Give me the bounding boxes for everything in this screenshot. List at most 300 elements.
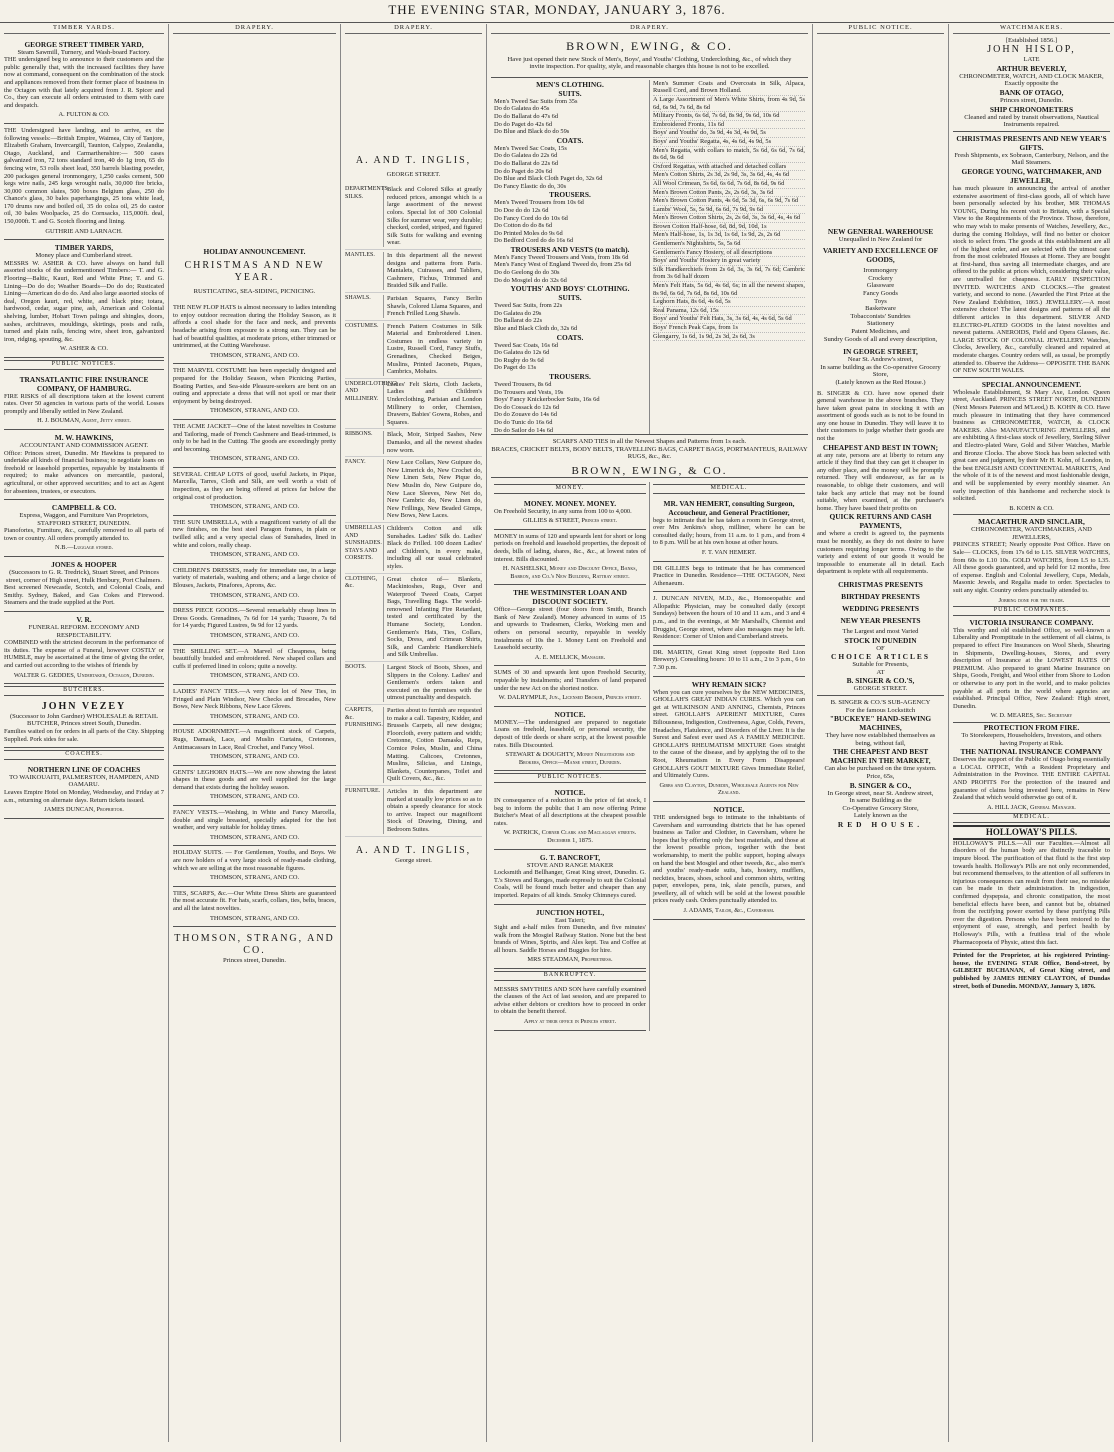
price-line: Do Cotton do do 8s 6d [494, 222, 553, 230]
price-line: Gentlemen's Nightshirts, 5s, 5s 6d [653, 240, 805, 249]
department-label: RIBBONS. [345, 431, 384, 454]
price-line: Men's Regatta, with collars to match, 5s 6d, 6s 6d, 7s 6d, 8s 6d, 9s 6d [653, 146, 805, 162]
advert-title: WHY REMAIN SICK? [691, 679, 767, 689]
price-list-subheading: SUITS. [558, 293, 582, 303]
paragraph-text: CHILDREN'S DRESSES, ready for immediate use, in a large variety of materials, washing and others; and a large choice of Blouses, Jackets, Pinafores, Aprons, &c. [173, 566, 336, 589]
presents-line: CHRISTMAS PRESENTS [838, 579, 923, 589]
bank-line: BANK OF OTAGO, [999, 87, 1064, 97]
paragraph-text: THE SUN UMBRELLA, with a magnificent variety of all the new finishes, on the best steel Paragon frames, in plain or twilled silk; and a very special class of Sunshades, lined in white and colors, really cheap. [173, 518, 336, 549]
rusticating-subtitle: RUSTICATING, SEA-SIDING, PICNICING. [193, 287, 316, 295]
advert-signature: W. PATRICK, Corner Clark and Maclaggan streets. December 1, 1875. [503, 829, 637, 844]
price-line: Do Paget do 13s [494, 364, 537, 372]
advert-signature: Apply at their office in Princes street. [523, 1018, 617, 1026]
paragraph-signature: THOMSON, STRANG, AND CO. [209, 874, 300, 882]
price-line: Do Galatea do 29s [494, 309, 542, 317]
advert-butcher [4, 698, 164, 748]
braces-line: BRACES, CRICKET BELTS, BODY BELTS, TRAVELLING BAGS, CARPET BAGS, PORTMANTEUS, RAILWAY RUGS, &c., &c. [491, 445, 808, 461]
department-text: Ladies' Felt Skirts, Cloth Jackets, Ladies and Children's Underclothing, Parisian and London Millinery to order, Chemises, Drawers, Babies' Gowns, Robes, and Squares. [387, 380, 482, 426]
advert-body: Best screened Newcastle, Scotch, and Colonial Coals, and Smithy. Sydney, Baked, and Gas Cokes and Firewood. Steamers and the trade supplied at the Port. [4, 584, 164, 607]
advert-body: Families waited on for orders in all parts of the City. Shipping Supplied. Pork sides for sale. [4, 727, 164, 743]
cheapest-heading: CHEAPEST AND BEST IN TOWN; [822, 442, 939, 452]
price-line: Boys' French Peak Caps, from 1s [653, 324, 805, 333]
christmas-title: CHRISTMAS AND NEW YEAR. [184, 259, 325, 283]
price-line: Do do Tunic do 16s 6d [494, 418, 553, 426]
advert-timber-1 [4, 124, 164, 240]
price-line: Do do Galatea do 22s 6d [494, 152, 558, 160]
price-list-subheading: TROUSERS. [549, 372, 591, 381]
price-line: Tweed Trousers, 8s 6d [494, 381, 552, 388]
advert-subtitle: East Taieri; [555, 916, 585, 924]
department-row [345, 705, 482, 786]
advert-signature: W. ASHER & CO. [60, 345, 108, 353]
holiday-announcement-title: HOLIDAY ANNOUNCEMENT. [203, 246, 306, 256]
warehouse-title: NEW GENERAL WAREHOUSE [827, 226, 934, 236]
advert-signature: MRS STEADMAN, Proprietress. [527, 956, 613, 964]
paragraph-signature: THOMSON, STRANG, AND CO. [209, 407, 300, 415]
price-line: Men's Summer Coats and Overcoats in Silk, Alpaca, Russell Cord, and Brown Holland. [653, 79, 805, 95]
advert-signature: W. DALRYMPLE, Jun., Licensed Broker, Princes street. [498, 694, 642, 702]
advert-body: THE Undersigned have landing, and to arrive, ex the following vessels:—British Empire, Waimea, City of Tanjore, Elizabeth Graham, Invercargill, Taunton, Calypso, Zealandia, Otago, Auckland, and Carmarthenshire:— 500 cases galvanized iron, 72 tons standard iron, 40 do 1g iron, 65 do fencing wire, 53 rolls sheet lead, 350 barrels blasting powder, 200 packages general ironmongery, 1,250 casks cement, 500 kegs wire nails, 245 kegs wrought nails, 30,000 fire bricks, 30,000 common slates, 500 boxes Belgium glass, 250 do Chance's glass, 30 bales paperhangings, 25 tons white lead, 170 drums raw and boiled oil, 35 do colza oil, 25 do castor oil, 30 bales Woolpacks, 25 do Cornsacks, 115,000ft. deal, 150,000ft. T. and G. Scotch flooring and lining. [4, 126, 164, 226]
paragraph-signature: THOMSON, STRANG, AND CO. [209, 551, 300, 559]
princes-line: Princes street, Dunedin. [1000, 96, 1063, 104]
advert-public-2 [4, 500, 164, 557]
price-line: Men's Tweed Sac Suits from 35s [494, 97, 578, 105]
advert-money-4 [494, 707, 646, 772]
advert-money-1 [494, 530, 646, 586]
advert-body: DR. MARTIN, Great King street (opposite Red Lion Brewery). Consulting hours: 10 to 11 a.m., 2 to 3 p.m., 6 to 7.30 p.m. [653, 648, 805, 672]
section-heading-public-notices: PUBLIC NOTICES. [4, 360, 164, 370]
price-line: Lambs' Wool, 5s, 5s 9d, 6s 6d, 7s 9d, 9s 6d [653, 206, 805, 215]
advert-signature: WALTER G. GEDDES, Undertaker, Octagon, Dunedin. [13, 671, 155, 679]
drapery-paragraph [173, 806, 336, 846]
price-line: Men's Fancy Tweed Trousers and Vests, from 18s 6d [494, 253, 629, 261]
price-line: Blue and Black Cloth do, 32s 6d [494, 325, 578, 333]
price-list-subheading: TROUSERS. [549, 190, 591, 200]
macarthur-title: MACARTHUR AND SINCLAIR, [978, 517, 1085, 527]
price-line: Do Doe do do 12s 6d [494, 206, 549, 214]
price-line: Do do Ballarat do 47s 6d [494, 112, 559, 120]
paragraph-text: LADIES' FANCY TIES.—A very nice lot of New Ties, in Fringed and Plain Windsor, New Checks and Brocades, New Bows, New Neck Ribbons, New Lace Gloves. [173, 687, 336, 711]
drapery-paragraph [173, 364, 336, 420]
price-line: Real Panama, 12s 6d, 15s [653, 307, 805, 316]
largest-line: The Largest and most Varied [842, 627, 919, 635]
advert-subtitle: STOVE AND RANGE MAKER [526, 861, 614, 869]
advert-title: GEORGE STREET TIMBER YARD, [24, 39, 144, 49]
drapery-paragraph [173, 301, 336, 364]
advert-signature: A. E. MELLICK, Manager. [534, 653, 606, 661]
advert-bankruptcy [494, 983, 646, 1031]
department-row [345, 786, 482, 837]
department-row [345, 293, 482, 321]
price-line: Do do Zouave do 14s 6d [494, 411, 558, 419]
price-line: Boys' and Youths' Felt Hats, 3s, 3s 6d, 4s, 4s 6d, 5s 6d [653, 315, 805, 324]
advert-title: V. R. [76, 615, 92, 625]
advert-title: CAMPBELL & CO. [51, 503, 117, 513]
advert-signature: Gibbs and Clayton, Dunedin, Wholesale Agents for New Zealand. [659, 781, 799, 797]
advert-subtitle: Express, Waggon, and Furniture Van Proprietors, STAFFORD STREET, DUNEDIN. [19, 512, 149, 527]
stock-heading: STOCK IN DUNEDIN [844, 635, 917, 645]
department-text: New Lace Collars, New Guipure do, New Limerick do, New Crochet do, New Linen Sets, New Pique do, New Muslin do, New Guipure do, New Lace Sleeves, New Net do, New Cambric do, New Linen do, New Frillings, New Beaded Gimps, New Bows, New Laces. [387, 459, 482, 520]
macarthur-sub: CHRONOMETER, WATCHMAKERS, AND JEWELLERS, [971, 526, 1092, 541]
advert-title: NOTICE. [713, 804, 745, 814]
victoria-body: This worthy and old established Office, so well-known a Liberality and Promptitude in the settlement of all claims, is prepared to effect Fire Insurances on Wool Sheds, Shearing in Shipments, Dwelling-houses, Stores, and every description of Insurance at the LOWEST RATES OF PREMIUM. Also prepared to grant Marine Insurance on Ships, Goods, Freight, and Wool either from Shore to Lodon or otherwise to any port in the world, and to make policies payable at all ports in the world where agencies are established. Principal Office, New Zealand: High street, Dunedin. [953, 626, 1110, 710]
price-line: Do Fancy Cord do do 10s 6d [494, 214, 568, 222]
price-line: Men's Half-hose, 1s, 1s 3d, 1s 6d, 1s 9d, 2s, 2s 6d [653, 231, 805, 240]
price-line: Military Fronts, 6s 6d, 7s 6d, 8s 9d, 9s 6d, 10s 6d [653, 112, 805, 121]
advert-title: NOTICE. [554, 709, 586, 719]
price-list-right [649, 80, 808, 434]
drapery-paragraph [173, 645, 336, 685]
column-heading: DRAPERY. [173, 24, 336, 34]
advert-medical-vanhemert [653, 496, 805, 562]
section-heading-butchers: BUTCHERS. [4, 686, 164, 696]
drapery-paragraph [173, 725, 336, 765]
advert-timber-2 [4, 240, 164, 358]
price-line: Men's Brown Cotton Shirts, 2s, 2s 6d, 3s, 3s 6d, 4s, 4s 6d [653, 214, 805, 223]
drapery-paragraph [173, 604, 336, 644]
advert-body: On Freehold Security, in any sums from 100 to 4,000. [494, 507, 632, 515]
goods-line: Fancy Goods [863, 289, 898, 297]
advert-body: Office: Princes street, Dunedin. Mr Hawkins is prepared to undertake all kinds of financial business; to negotiate loans on freehold or leasehold properties, repayable by instalments if required; to make advances on mercantile, pastoral, agricultural, or other approved securities; and to act as Agent for absentees, trustees, or executors. [4, 449, 164, 495]
department-text: Parisian Squares, Fancy Berlin Shawls, Colored Llama Squares, and French Frilled Long Shawls. [387, 294, 482, 318]
price-line: Glengarry, 1s 6d, 1s 9d, 2s 3d, 2s 6d, 3s [653, 333, 805, 342]
department-row [345, 574, 482, 663]
department-label: UMBRELLAS AND SUNSHADES. STAYS AND CORSETS. [345, 525, 384, 571]
brown-ewing-intro: Have just opened their new Stock of Men's, Boys', and Youths' Clothing, Underclothing, &c., of which they invite inspection. For quality, style, and reasonable charges this house is not to be excelled. [507, 55, 792, 71]
price-list-subheading: YOUTHS' AND BOYS' CLOTHING. [510, 284, 630, 294]
paragraph-signature: THOMSON, STRANG, AND CO. [209, 793, 300, 801]
price-line: Boys' Fancy Knickerbocker Suits, 16s 6d [494, 396, 600, 404]
brown-ewing-footer: BROWN, EWING, & CO. [491, 465, 808, 478]
price-line: Do Ballarat do 22s [494, 317, 543, 325]
advert-bancroft [494, 850, 646, 905]
advert-title: JUNCTION HOTEL, [535, 907, 605, 917]
price-line: Do Blue and Black Cloth Paget do, 32s 6d [494, 175, 603, 183]
section-heading-public-notices: PUBLIC NOTICES. [494, 773, 646, 783]
advert-body: COMBINED with the strictest decorum in the performance of its duties. The expense of a Funeral, however COSTLY or HUMBLE, may be ascertained at the time of giving the order, and carried out according to the wishes of friends by [4, 639, 164, 669]
advert-subtitle: FUNERAL REFORM. ECONOMY AND RESPECTABILITY. [28, 624, 140, 639]
holloway-body: HOLLOWAY'S PILLS.—All our Faculties.—Almost all disorders of the human body are distinctly traceable to impure blood. The purification of that fluid is the first step towards health. Holloway's Pills are not only recommended, but recommend themselves, to the attention of all sufferers in injurious consequences can result from their use, no mistake can be made in their administration. In indigestion, confirmed dyspepsia, and chronic constipation, the most beneficial effects have been, and cannot but be, obtained from the rectifying power exerted by these purifying Pills over the digestion. Persons who have been restored to the enjoyment of ease, strength, and perfect health by Holloway's Pills, with a fruitless trial of the whole Pharmacopoeia of Physic, attest this fact. [953, 839, 1110, 946]
advert-title: TRANSATLANTIC FIRE INSURANCE COMPANY, OF HAMBURG. [19, 374, 149, 393]
famous-line: For the famous Lockstitch [845, 706, 916, 714]
victoria-title: VICTORIA INSURANCE COMPANY. [969, 617, 1094, 627]
advert-signature: F. T. VAN HEMERT. [701, 548, 757, 556]
column-drapery-brown-ewing [486, 24, 812, 1442]
hislop-title: JOHN HISLOP, [987, 44, 1076, 56]
department-label: FURNITURE. [345, 788, 384, 834]
paragraph-text: THE MARVEL COSTUME has been especially designed and prepared for the Holiday Season, when Picnicing Parties, Boating Parties, and Sea-side Pleasure-seekers are bent on an outing and appreciate a dress that will not spoil or mar their enjoyment by being destroyed. [173, 367, 336, 405]
section-heading-bankruptcy: BANKRUPTCY. [494, 971, 646, 981]
column-drapery-thomson-strang [168, 24, 340, 1442]
advert-signature: JAMES DUNCAN, Proprietor. [44, 806, 124, 814]
advert-body: When you can cure yourselves by the NEW MEDICINES, GHOLLAH'S GREAT INDIAN CURES. Which you can get at WILKINSON AND ANNING, Chemists, Princes street. GHOLLAH'S APERIENT MIXTURE, Cures Biliousness, Indigestion, Costiveness, Ague, Colds, Fevers, Headaches, Flatulence, and Disorders of the Liver. It is the Surest and Safest ever used AS A FAMILY MEDICINE. GHOLLAH'S RHEUMATISM MIXTURE Goes straight to the cause of the disease, and by applying the oil to the Root, Rheumatism in Every Form Disappears! GHOLLAH'S GOUT MIXTURE Gives Immediate Relief, and Ultimately Cures. [653, 688, 805, 780]
department-label: SHAWLS. [345, 295, 384, 318]
section-heading-medical: MEDICAL. [653, 484, 805, 494]
drapery-paragraph [173, 564, 336, 604]
paragraph-signature: THOMSON, STRANG, AND CO. [209, 351, 300, 359]
price-line: Leghorn Hats, 8s 6d, 4s 6d, 5s [653, 298, 805, 307]
advert-subtitle: ACCOUNTANT AND COMMISSION AGENT. [19, 441, 149, 449]
price-line: Do do Paget do 42s 6d [494, 120, 553, 128]
scarfs-line: SCARFS AND TIES in all the Newest Shapes and Patterns from 1s each. [552, 438, 747, 446]
advert-body: MESSRS W. ASHER & CO. have always on hand full assorted stocks of the undermentioned Timbers:— T. and G. Flooring—Baltic, Kauri, Red and White Pine; T. and G. Lining—Do do do; Weather Boards—Do do do; Rusticated Lining—American do do do. And also large assorted stocks of deal, Oregon kauri, red, white, and black pine; totara, hardwood, cedar, sugar pine, ash, American and Colonial shelving, lumber, Hobart Town palings and shingles, doors, sashes, architraves, mouldings, skirtings, posts and rails, turned and plain rails, fencing wire, sheet iron, galvanized iron, ridging, spouting, &c. [4, 259, 164, 343]
column-timber-yards [0, 24, 168, 1442]
singers-heading: B. SINGER & CO.'S, [846, 676, 915, 686]
advert-title: MONEY. MONEY. MONEY. [523, 498, 617, 508]
inglis-footer-address: George street. [395, 856, 432, 864]
national-title: THE NATIONAL INSURANCE COMPANY [960, 747, 1103, 757]
department-text: Articles in this department are marked at usually low prices so as to obtain a speedy clearance for stock to arrive. Inspect our magnificent Stock of Drawing, Dining, and Bedroom Suites. [387, 787, 482, 833]
column-heading: WATCHMAKERS. [953, 24, 1110, 34]
advert-body: J. DUNCAN NIVEN, M.D., &c., Homoeopathic and Allopathic Physician, may be consulted daily (except Sundays) between the hours of 10 and 11 a.m., and 3 and 4 p.m., and in the evenings, at Mr Marshall's, Chemist and Druggist, George street, where also messages may be left. Residence: Corner of Union and Cumberland streets. [653, 595, 805, 641]
established-line: [Established 1856.] [1005, 36, 1058, 44]
paragraph-text: DRESS PIECE GOODS.—Several remarkably cheap lines in Dress Goods. Grenadines, 7s 6d for 14 yards; Tussore, 7s 6d for 14 yards; Figured Lustres, 9s 9d for 12 yards. [173, 607, 336, 630]
national-sign: A. HILL JACK, General Manager. [987, 803, 1076, 811]
goods-line: Stationery [866, 320, 895, 328]
advert-body: THE undersigned begs to intimate to the inhabitants of Caversham and surrounding districts that he has opened business as Tailor and Clothier, in Caversham, where he hopes that by offering only the best materials, and those at the lowest possible prices, together with the best workmanship, to merit the public support, hoping always on hand the best Mosgiel and other tweeds, &c., also men's and youths' ready-made suits, hats, hosiery, mufflers, neckties, braces, shoes, school and common shirts, writing paper, envelopes, pens, ink, slate pencils, purses, and jewellery, all of which will be sold at the lowest possible prices ready cash. Orders punctually attended to. [653, 813, 805, 905]
price-line: Men's Felt Hats, 5s 6d, 4s 6d, 6s; in all the newest shapes, 8s 9d, 6s 6d, 7s 6d, 8s 6d, 10s 6d [653, 282, 805, 297]
section-heading-coaches: COACHES. [4, 750, 164, 760]
ship-sub: Cleaned and rated by transit observations, Nautical Instruments repaired. [953, 114, 1110, 132]
column-heading: DRAPERY. [491, 24, 808, 34]
advert-signature: J. ADAMS, Tailor, &c., Caversham. [683, 907, 775, 915]
quick-returns-heading: QUICK RETURNS AND CASH PAYMENTS, [829, 512, 932, 531]
price-line: Do Fancy Elastic do do, 30s [494, 182, 567, 190]
advert-subtitle: TO WAIKOUAITI, PALMERSTON, HAMPDEN, AND OAMARU. [9, 773, 159, 789]
warehouse-variety: VARIETY AND EXCELLENCE OF GOODS, [822, 246, 939, 265]
paragraph-text: THE NEW FLOP HATS is almost necessary to ladies intending to enjoy outdoor recreation during the Holiday Season, as it affords a cool shade for the face and neck, and prevents headache arising from exposure to a strong sun. They can be had of beautiful qualities, at moderate prices, either trimmed or untrimmed, at the Cutting Warehouse. [173, 304, 336, 350]
inglis-title: A. AND T. INGLIS, [355, 154, 472, 166]
advert-title: MR. VAN HEMERT, consulting Surgeon, Accoucheur, and General Practitioner, [663, 498, 795, 517]
advert-signature: A. FULTON & CO. [58, 111, 110, 119]
footer-signature: THOMSON, STRANG, AND CO. [174, 933, 335, 957]
advert-body: FIRE RISKS of all descriptions taken at the lowest current rates. Over 50 agencies in various parts of the world. Losses promptly and liberally settled in New Zealand. [4, 392, 164, 415]
price-line: Oxford Regattas, with attached and detached collars [653, 163, 805, 172]
section-heading-public-companies: PUBLIC COMPANIES. [953, 606, 1110, 616]
price-line: Brown Cotton Half-hose, 6d, 8d, 9d, 10d, 1s [653, 223, 805, 232]
price-list-subheading: COATS. [556, 135, 584, 145]
column-drapery-inglis [340, 24, 486, 1442]
advert-signature: N.B.—Luggage stored. [55, 544, 113, 552]
department-text: Parties about to furnish are requested to make a call. Tapestry, Kidder, and Brussels Carpets, all new designs; Floorcloth, every pattern and width; Cretonne, Cotton Damasks, Reps, Cornice Poles, Muslin, and China Matting. Calicoes, Cretonnes, Muslins, Silicias, and Linings, Blankets, Counterpanes, Toilet and Quilt Covers, &c., &c. [387, 707, 482, 783]
inglis-subtitle: GEORGE STREET. [386, 170, 441, 178]
masthead: THE EVENING STAR, MONDAY, JANUARY 3, 1876. [0, 2, 1114, 23]
paragraph-text: SEVERAL CHEAP LOTS of good, useful Jackets, in Pique, Marcella, Tarres, Cloth and Silk, are well worth a visit of inspection, as they are being offered at prices far below the original cost of production. [173, 470, 336, 501]
medical-column [649, 482, 808, 1031]
department-row [345, 379, 482, 430]
young-title: GEORGE YOUNG, WATCHMAKER, AND JEWELLER, [961, 166, 1102, 185]
column-watchmakers [948, 24, 1114, 1442]
price-line: A Large Assortment of Men's White Shirts, from 4s 9d, 5s 6d, 6s 9d, 7s 6d, 8s 6d [653, 95, 805, 111]
advert-title: JOHN VEZEY [41, 700, 127, 712]
price-line: Men's Brown Cotton Pants, 4s 6d, 5s 3d, 6s, 6s 9d, 7s 6d [653, 197, 805, 206]
singer-body: B. SINGER & CO. have now opened their general warehouse in the above branches. They have taken great pains in stocking it with an assortment of goods such as is not to be found in any one house in Dunedin. They will leave it to their customers to judge whether their goods are not the [817, 389, 944, 443]
price-line: Men's Tweed Trousers from 10s 6d [494, 199, 584, 207]
singer-body-3: and where a credit is agreed to, the payments must be monthly, as they do not desire to have customers requiring longer terms. Owing to the variety and extent of our goods it would be impossible to enumerate all in detail. Each department is replete with all requirements. [817, 530, 944, 576]
price-line: Do do Cossack do 12s 6d [494, 403, 560, 411]
lower-sections [491, 482, 808, 1031]
price-line: Do do Sailor do 14s 6d [494, 426, 554, 434]
price-line: Do Bedford Cord do do 16s 6d [494, 237, 574, 245]
department-label: CARPETS, &c. FURNISHING. [345, 707, 384, 783]
advert-body: Locksmith and Bellhanger, Great King street, Dunedin. G. T.'s Stoves and Ranges, made expressly to suit the Colonial Coals, will be found much better and cheaper than any imported. Repairs of all kinds. Smoky Chimneys cured. [494, 869, 646, 899]
advert-body: THE undersigned beg to announce to their customers and the public generally that, with the increased facilities they have now at command, consequent on the combination of the stock and appliances removed from their former place of business in the Octagon with that lately acquired from J. R. Spicer and Co., they can execute all orders entrusted to them with care and despatch. [4, 56, 164, 109]
paragraph-text: HOLIDAY SUITS. — For Gentlemen, Youths, and Boys. We are now holders of a very large stock of ready-made clothing, which we are selling at the most reasonable figures. [173, 849, 336, 872]
paragraph-text: THE SHILLING SET.—A Marvel of Cheapness, being beautifully braided and embroidered. New shaped collars and cuffs if preferred lined in colors; quite a novelty. [173, 647, 336, 670]
advert-coaches [4, 762, 164, 819]
advert-money-2 [494, 585, 646, 666]
george-street-heading: IN GEORGE STREET, [843, 347, 918, 357]
drapery-paragraph [173, 685, 336, 725]
advert-subtitle: (Successors to G. R. Tredrick), Stuart Street, and Princes street, corner of High street, Hulk Henbury, Port Chalmers. [6, 569, 162, 584]
goods-line: Glassware [866, 282, 895, 290]
paragraph-signature: THOMSON, STRANG, AND CO. [209, 753, 300, 761]
lately-line: (Lately known as the Red House.) [835, 378, 926, 386]
department-label: UNDERCLOTHING AND MILLINERY. [345, 381, 384, 427]
drapery-paragraph [173, 887, 336, 927]
advert-notice-adams [653, 802, 805, 920]
advert-body: begs to intimate that he has taken a room in George street, over Mrs Jenkins's shop, milliner, where he can be consulted daily; hours, from 11 a.m. to 1 p.m., and from 4 to 8 p.m. Will be at his own house at other hours. [653, 516, 805, 547]
warehouse-subtitle: Unequalled in New Zealand for [838, 235, 923, 243]
singer-body-2: at any rate, persons are at liberty to return any article if they find that they can get it cheaper in any other place, and the money will be promptly returned. They will endeavour, as far as is reasonable, to oblige their customers, and will take back any article that may not be found suitable, when examined, at the purchaser's home. They have based their profits on [817, 451, 944, 512]
price-line: Do do Paget do 20s 6d [494, 167, 553, 175]
department-label: COSTUMES. [345, 323, 384, 376]
advert-notice-patrick [494, 785, 646, 850]
advert-title: THE WESTMINSTER LOAN AND DISCOUNT SOCIETY. [513, 588, 627, 607]
cheapest-machine-heading: THE CHEAPEST AND BEST MACHINE IN THE MARKET, [830, 747, 931, 766]
department-row [345, 321, 482, 379]
price-line: Embroidered Fronts, 11s 6d [653, 121, 805, 130]
money-column [491, 482, 649, 1031]
brown-ewing-title: BROWN, EWING, & CO. [566, 38, 733, 53]
advert-body: MONEY.—The undersigned are prepared to negotiate Loans on freehold, leasehold, or personal security, the deposit of title deeds or share scrip, at the lowest possible rates. Bills Discounted. [494, 718, 646, 749]
price-line: Do do Geelong do do 30s [494, 269, 560, 277]
paragraph-signature: THOMSON, STRANG, AND CO. [209, 455, 300, 463]
department-label: FANCY. [345, 459, 384, 520]
paragraph-signature: THOMSON, STRANG, AND CO. [209, 631, 300, 639]
drapery-paragraph [173, 468, 336, 516]
kohn-body: Wholesale Establishment, St Mary Axe, London. Queen street, Auckland. PRINCES STREET NORTH, DUNEDIN (Next Messrs Paterson and M'Leod,) B. KOHN & CO. Have much pleasure in intimating that they have commenced business as CHRONOMETER, WATCH, & CLOCK MAKERS. Also MANUFACTURING JEWELLERS, and are exhibiting A first-class stock of Jewellery, Sterling Silver and Electro-plated Ware, Gold and Silver Watches, Marble and Bronze Clocks. The above Stock has been selected with great care and judgment, by their Mr H. Kohn, of London, in the best ENGLISH AND CONTINENTAL MARKETS, And the whole of it is of the newest and most fashionable design, and will be supplemented by every monthly steamer. An early inspection of this handsome and recherche stock is solicited. [953, 388, 1110, 503]
advert-medical-niven [653, 592, 805, 646]
opposite-line: Exactly opposite the [1004, 80, 1059, 88]
advert-body: Pianofortes, Furniture, &c., carefully removed to all parts of town or country. All orders promptly attended to. [4, 527, 164, 542]
footer-address: Princes street, Dunedin. [223, 957, 286, 965]
department-text: Great choice of— Blankets, Mackintoshes, Rugs, Over and Waterproof Tweed Coats, Carpet Bags, Travelling Bags. The world-renowned Infanting Fire Retardant, tested and certificated by the Humane Society, London. Gentlemen's Hats, Ties, Collars, Socks, Dress, and Crimean Shirts, Silk, and Cambric Handkerchiefs and Silk Umbrellas. [387, 575, 482, 659]
advert-body: IN consequence of a reduction in the price of fat stock, I beg to inform the public that I am now offering Prime Butcher's Meat of all descriptions at the cheapest possible rates. [494, 796, 646, 827]
paragraph-signature: THOMSON, STRANG, AND CO. [209, 591, 300, 599]
department-row [345, 457, 482, 523]
price-line: Men's Tweed Sac Coats, 15s [494, 144, 567, 152]
special-announcement: SPECIAL ANNOUNCEMENT. [981, 379, 1082, 389]
advert-title: TIMBER YARDS, [54, 243, 114, 253]
advert-body: MESSRS SMYTHIES AND SON have carefully examined the clauses of the Act of last session, and are prepared to advise either debtors or creditors how to proceed in order to obtain the benefit thereof. [494, 985, 646, 1016]
kohn-sign: B. KOHN & CO. [953, 505, 1110, 516]
suitable-line: Suitable for Presents, [852, 661, 909, 669]
purchased-line: Can also be purchased on the time system. Price, 65s, [824, 765, 937, 780]
late-line: LATE [1023, 56, 1040, 64]
price-line: Tweed Sac Suits, from 22s [494, 302, 563, 310]
department-row [345, 662, 482, 705]
macarthur-sign: Jobbing done for the trade. [998, 596, 1065, 604]
price-line: All Wool Crimean, 5s 6d, 6s 6d, 7s 6d, 8s 6d, 9s 6d [653, 180, 805, 189]
near-line: Near St. Andrew's street, [847, 356, 914, 364]
advert-timber-0 [4, 37, 164, 124]
goods-line: Basketware [865, 305, 896, 313]
presents-line: NEW YEAR PRESENTS [840, 615, 921, 625]
goods-line: Ironmongery [863, 267, 898, 275]
column-heading: TIMBER YARDS. [4, 24, 164, 34]
chrono-line: CHRONOMETER, WATCH, AND CLOCK MAKER, [959, 72, 1104, 80]
paragraph-text: FANCY VESTS.—Washing, in White and Fancy Marcella, double and single breasted, specially adapted for the hot weather, and very suitable for holiday times. [173, 809, 336, 832]
buckeye-heading: "BUCKEYE" HAND-SEWING MACHINES, [829, 714, 932, 733]
advert-public-0 [4, 372, 164, 430]
advert-body: Sight and a-half miles from Dunedin, and five minutes' walk from the Mosgiel Railway Station. None but the best brands of Wines, Spirits, and Ales kept. Tea and Coffee at all hours. Saddle Horses and Buggies for hire. [494, 924, 646, 954]
goods-line: Toys [874, 297, 887, 305]
advert-title: NOTICE. [554, 787, 586, 797]
beverly-line: ARTHUR BEVERLY, [996, 63, 1067, 73]
xmas-heading: CHRISTMAS PRESENTS AND NEW YEAR'S GIFTS. [956, 133, 1107, 152]
advert-public-3 [4, 557, 164, 612]
department-label: BOOTS. [345, 664, 384, 702]
price-list-subheading: COATS. [556, 332, 584, 342]
paragraph-text: GENTS' LEGHORN HATS.—We are now showing the latest shapes in these goods and are well supplied for the large demand that exists during the holiday season. [173, 768, 336, 791]
national-body: Deserves the support of the Public of Otago being essentially a LOCAL OFFICE, With a Resident Proprietary and Administration in the Province. THE ENTIRE CAPITAL AND PROFITS For the protection of the insured and guarantee of claims being invested here, remains in New Zealand that which would otherwise go out of it. [953, 756, 1110, 802]
advert-signature: GILLIES & STREET, Princes street. [522, 517, 618, 525]
at-line: AT [876, 668, 885, 676]
price-lists [491, 77, 808, 435]
price-list-left [491, 80, 649, 434]
drapery-paragraph [173, 766, 336, 806]
advert-public-1 [4, 430, 164, 500]
advert-signature: GUTHRIE AND LARNACH. [45, 227, 123, 235]
of-line: OF [876, 644, 885, 652]
near-line-2: In George street, near St. Andrew street, [827, 789, 934, 797]
price-line: Silk Handkerchiefs from 2s 6d, 3s, 3s 6d, 7s 6d; Cambric from 3s 6d half dozen [653, 265, 805, 281]
department-row [345, 184, 482, 250]
advert-title: JONES & HOOPER [51, 560, 117, 570]
paragraph-signature: THOMSON, STRANG, AND CO. [209, 672, 300, 680]
presents-line: WEDDING PRESENTS [841, 603, 919, 613]
paragraph-signature: THOMSON, STRANG, AND CO. [209, 833, 300, 841]
paragraph-signature: THOMSON, STRANG, AND CO. [209, 712, 300, 720]
ship-chronometers: SHIP CHRONOMETERS [989, 104, 1074, 114]
drapery-paragraph [173, 516, 336, 564]
advert-signature: STEWART & DOUGHTY, Money Negotiators and Brokers, Office—Manse street, Dunedin. [505, 751, 635, 766]
advert-body: Office—George street (four doors from Smith, Branch Bank of New Zealand). Money advanced in sums of 15 and upwards to Tradesmen, Clerks, Working men and others on personal security, repayable in weekly instalments of 10s the 1. Money Lent on Freehold and Leasehold security. [494, 606, 646, 652]
price-line: Do do Galatea do 45s [494, 105, 550, 113]
advert-subtitle: Money place and Cumberland street. [35, 252, 133, 260]
advert-title: M. W. HAWKINS, [54, 432, 114, 442]
column-public-notice-singer [812, 24, 948, 1442]
victoria-sign: W. D. MEARES, Sec. Secretary [953, 712, 1110, 723]
section-heading-medical: MEDICAL. [953, 813, 1110, 823]
price-line: Tweed Sac Coats, 16s 6d [494, 341, 558, 349]
choice-heading: CHOICE ARTICLES [831, 652, 930, 662]
protection-title: PROTECTION FROM FIRE. [983, 722, 1080, 732]
inglis-footer: A. AND T. INGLIS, [355, 844, 472, 856]
protection-sub: To Storekeepers, Householders, Investors, and others having Property at Risk. [961, 731, 1102, 747]
gstreet-line: GEORGE STREET. [817, 685, 944, 696]
paragraph-text: HOUSE ADORNMENT.—A magnificent stock of Carpets, Rugs, Damask, Lace, and Muslin Curtains, Cretonnes, Antimacassars in Lace, Real Crochet, and Fancy Wool. [173, 728, 336, 751]
section-heading-money: MONEY. [494, 484, 646, 494]
department-text: Black and Colored Silks at greatly reduced prices, amongst which is a large assortment of the newest colors. Special lot of 300 Colonial Silks for summer wear, very durable; checked, corded, striped, and figured Silk Suits for walking and evening wear. [387, 186, 482, 247]
advert-junction-hotel [494, 905, 646, 970]
subagency-line: B. SINGER & CO.'S SUB-AGENCY [830, 698, 931, 706]
advert-subtitle: Steam Sawmill, Turnery, and Wash-board Factory. [17, 48, 151, 56]
price-line: Boys' and Youths' do, 3s 9d, 4s 3d, 4s 9d, 5s [653, 129, 805, 138]
advert-body: SUMS of 30 and upwards lent upon Freehold Security, repayable by instalments; and Transfers of land prepared under the new Act on the shortest notice. [494, 669, 646, 692]
lately-line-2: Lately known as the [853, 812, 908, 820]
